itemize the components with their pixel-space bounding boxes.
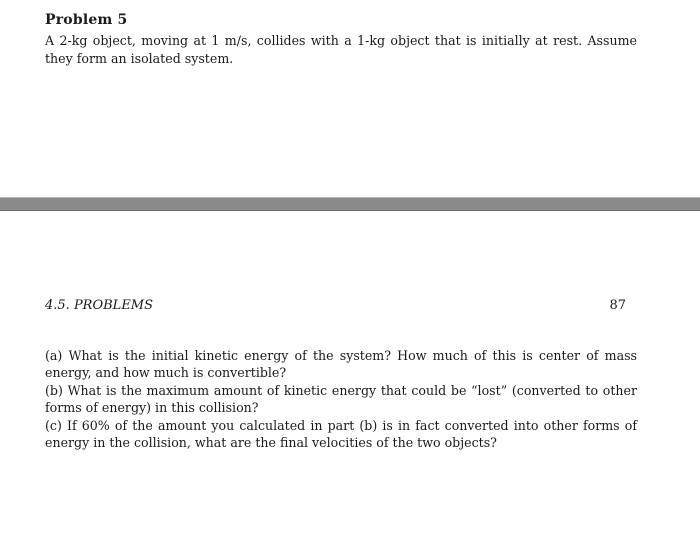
- problem-title: Problem 5: [45, 12, 128, 28]
- running-head: 4.5. PROBLEMS: [45, 298, 154, 313]
- problem-section: [0, 0, 700, 196]
- part-a: (a) What is the initial kinetic energy of the system? How much of this is center of mass energy, and how much is convertible?: [45, 348, 637, 381]
- part-b: (b) What is the maximum amount of kinetic energy that could be “lost” (converted to other forms of energy) in this collision?: [45, 382, 637, 416]
- page-number: 87: [609, 298, 626, 313]
- page-separator: [0, 197, 700, 211]
- problem-parts: [45, 347, 637, 451]
- problem-statement: A 2-kg object, moving at 1 m/s, collides with a 1-kg object that is initially at rest. Assume they form an isolated system.: [45, 33, 637, 66]
- part-c: (c) If 60% of the amount you calculated in part (b) is in fact converted into other forms of energy in the collision, what are the final velocities of the two objects?: [45, 417, 637, 451]
